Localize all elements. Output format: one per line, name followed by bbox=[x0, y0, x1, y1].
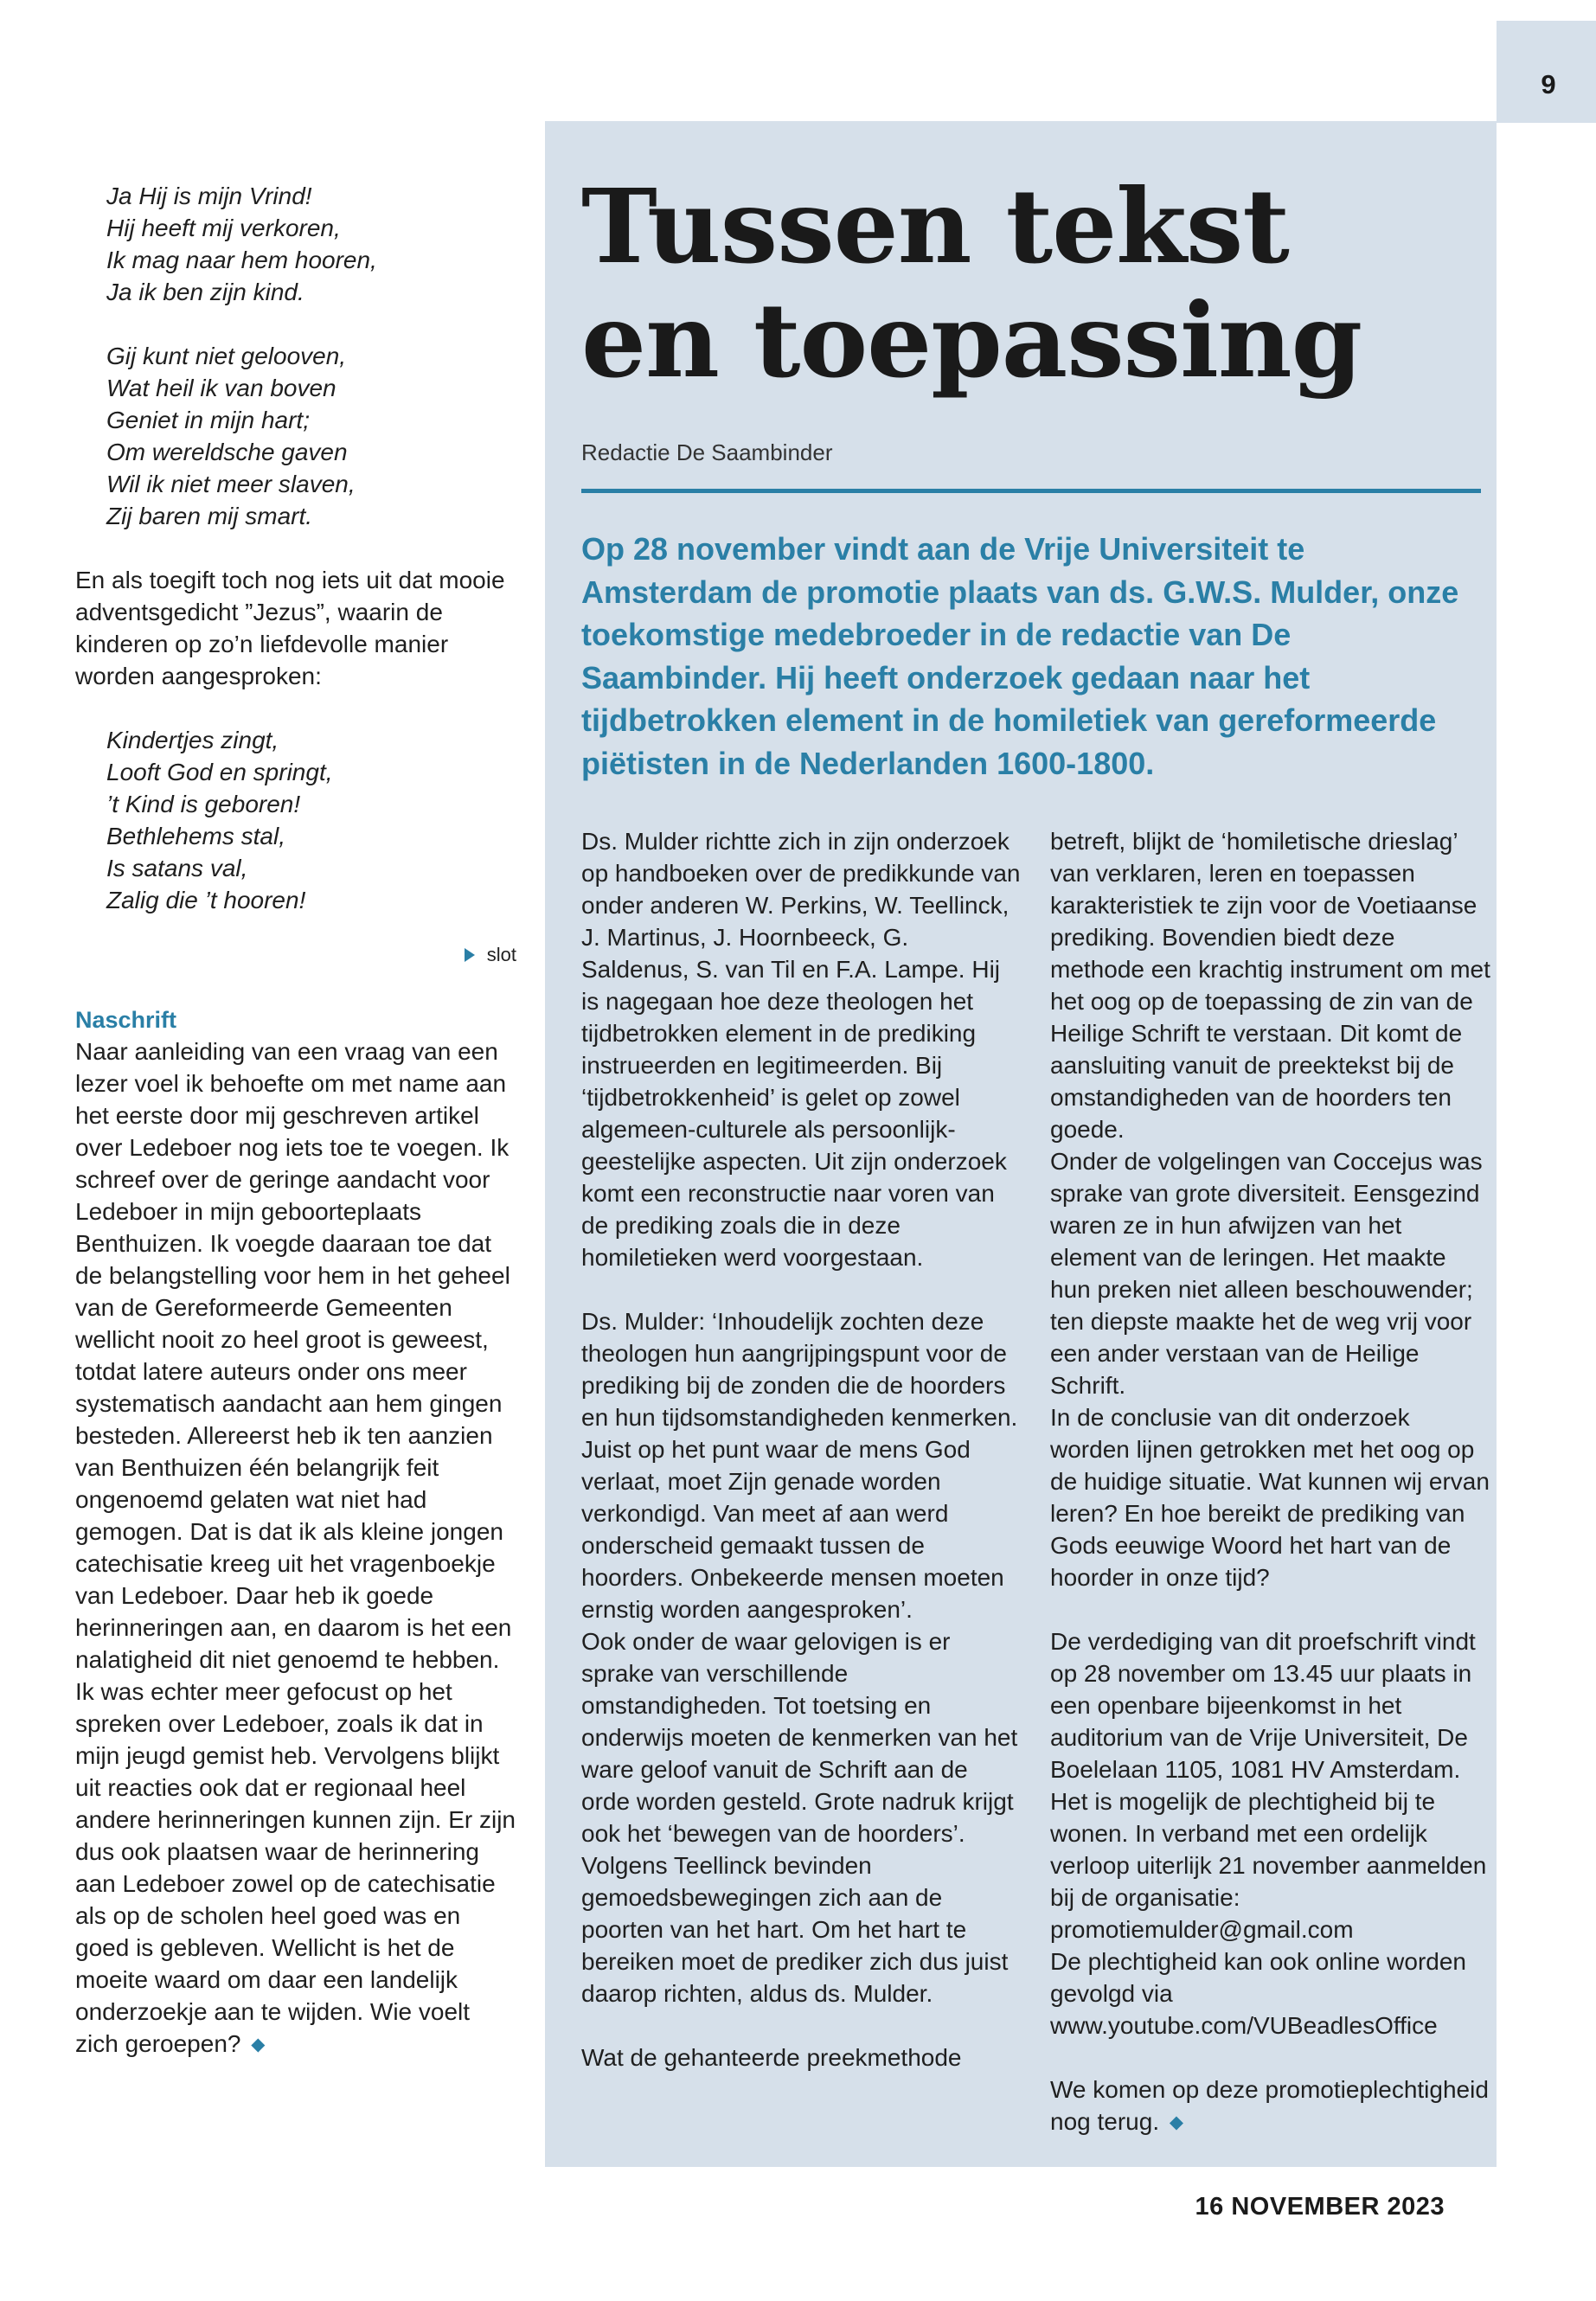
slot-label: slot bbox=[486, 944, 516, 965]
column-2-paragraph-1: betreft, blijkt de ‘homiletische drieslag’ van verklaren, leren en toepassen karakteristiek te zijn voor de Voetiaanse prediking. Bovendien biedt deze methode een krachtig instrument om met het oog op de toepassing de zin van de Heilige Schrift te verstaan. Dit komt de aansluiting vanuit de preektekst bij de omstandigheden van de hoorders ten goede. bbox=[1050, 828, 1490, 1143]
column-1-paragraph-4: Wat de gehanteerde preekmethode bbox=[581, 2044, 962, 2071]
end-diamond-icon: ◆ bbox=[1169, 2112, 1184, 2132]
column-1-paragraph-2: Ds. Mulder: ‘Inhoudelijk zochten deze theologen hun aangrijpingspunt voor de prediking bij de zonden die de hoorders en hun tijdsomstandigheden kenmerken. Juist op het punt waar de mens God verlaat, moet Zijn genade worden verkondigd. Van meet af aan werd onderscheid gemaakt tussen de hoorders. Onbekeerde mensen moeten ernstig worden aangesproken’. bbox=[581, 1308, 1018, 1623]
poem-stanza-2: Gij kunt niet gelooven, Wat heil ik van boven Geniet in mijn hart; Om wereldsche gaven Wil ik niet meer slaven, Zij baren mij smart. bbox=[106, 343, 356, 529]
column-1-paragraph-1: Ds. Mulder richtte zich in zijn onderzoek op handboeken over de predikkunde van onder anderen W. Perkins, W. Teellinck, J. Martinus, J. Hoornbeeck, G. Saldenus, S. van Til en F.A. Lampe. Hij is nagegaan hoe deze theologen het tijdbetrokken element in de prediking instrueerden en legitimeerden. Bij ‘tijdbetrokkenheid’ is gelet op zowel algemeen-culturele als persoonlijk-geestelijke aspecten. Uit zijn onderzoek komt een reconstructie naar voren van de prediking zoals die in deze homiletieken werd voorgestaan. bbox=[581, 828, 1021, 1271]
article-byline: Redactie De Saambinder bbox=[581, 439, 833, 465]
article-column-2 bbox=[1050, 825, 1491, 2138]
closing-text: We komen op deze promotieplechtigheid nog terug. bbox=[1050, 2076, 1489, 2135]
column-1-paragraph-3: Ook onder de waar gelovigen is er sprake van verschillende omstandigheden. Tot toetsing en onderwijs moeten de kenmerken van het ware geloof vanuit de Schrift aan de orde worden gesteld. Grote nadruk krijgt ook het ‘bewegen van de hoorders’. Volgens Teellinck bevinden gemoedsbewegingen zich aan de poorten van het hart. Om het hart te bereiken moet de prediker zich dus juist daarop richten, aldus ds. Mulder. bbox=[581, 1628, 1018, 2007]
naschrift-body bbox=[75, 1035, 516, 2061]
end-diamond-icon: ◆ bbox=[251, 2035, 266, 2054]
column-2-paragraph-4: De verdediging van dit proefschrift vindt op 28 november om 13.45 uur plaats in een openbare bijeenkomst in het auditorium van de Vrije Universiteit, De Boelelaan 1105, 1081 HV Amsterdam. Het is mogelijk de plechtigheid bij te wonen. In verband met een ordelijk verloop uiterlijk 21 november aanmelden bij de organisatie: promotiemulder@gmail.com bbox=[1050, 1628, 1487, 1943]
naschrift-heading: Naschrift bbox=[75, 1007, 177, 1033]
footer-date: 16 NOVEMBER 2023 bbox=[1195, 2193, 1445, 2221]
page-number: 9 bbox=[1541, 69, 1556, 99]
poem-stanza-3: Kindertjes zingt, Looft God en springt, ’t Kind is geboren! Bethlehems stal, Is satans val, Zalig die ’t hooren! bbox=[106, 727, 333, 913]
title-divider bbox=[581, 489, 1481, 493]
column-2-paragraph-3: In de conclusie van dit onderzoek worden lijnen getrokken met het oog op de huidige situatie. Wat kunnen wij ervan leren? En hoe bereikt de prediking van Gods eeuwige Woord het hart van de hoorder in onze tijd? bbox=[1050, 1404, 1490, 1591]
title-line-1: Tussen tekst bbox=[581, 166, 1289, 286]
naschrift-text: Naar aanleiding van een vraag van een lezer voel ik behoefte om met name aan het eerste door mij geschreven artikel over Ledeboer nog iets toe te voegen. Ik schreef over de geringe aandacht voor Ledeboer in mijn geboorteplaats Benthuizen. Ik voegde daaraan toe dat de belangstelling voor hem in het geheel van de Gereformeerde Gemeenten wellicht nooit zo heel groot is geweest, totdat latere auteurs onder ons meer systematisch aandacht aan hem gingen besteden. Allereerst heb ik ten aanzien van Benthuizen één belangrijk feit ongenoemd gelaten wat niet had gemogen. Dat is dat ik als kleine jongen catechisatie kreeg uit het vragenboekje van Ledeboer. Daar heb ik goede herinneringen aan, en daarom is het een nalatigheid dit niet genoemd te hebben. Ik was echter meer gefocust op het spreken over Ledeboer, zoals ik dat in mijn jeugd gemist heb. Vervolgens blijkt uit reacties ook dat er regionaal heel andere herinneringen kunnen zijn. Er zijn dus ook plaatsen waar de herinnering aan Ledeboer zowel op de catechisatie als op de scholen heel goed was en goed is gebleven. Wellicht is het de moeite waard om daar een landelijk onderzoekje aan te wijden. Wie voelt zich geroepen? bbox=[75, 1038, 516, 2057]
article-intro: Op 28 november vindt aan de Vrije Universiteit te Amsterdam de promotie plaats van ds. G.W.S. Mulder, onze toekomstige medebroeder in de redactie van De Saambinder. Hij heeft onderzoek gedaan naar het tijdbetrokken element in de homiletiek van gereformeerde piëtisten in de Nederlanden 1600-1800. bbox=[581, 531, 1459, 781]
bridge-paragraph: En als toegift toch nog iets uit dat mooie adventsgedicht ”Jezus”, waarin de kinderen op zo’n liefdevolle manier worden aangesproken: bbox=[75, 567, 505, 689]
triangle-right-icon bbox=[465, 948, 475, 962]
column-2-paragraph-2: Onder de volgelingen van Coccejus was sprake van grote diversiteit. Eensgezind waren ze in hun afwijzen van het element van de leringen. Het maakte hun preken niet alleen beschouwender; ten diepste maakte het de weg vrij voor een ander verstaan van de Heilige Schrift. bbox=[1050, 1148, 1483, 1399]
column-2-paragraph-6 bbox=[1050, 2073, 1491, 2138]
column-2-paragraph-5: De plechtigheid kan ook online worden gevolgd via www.youtube.com/VUBeadlesOffice bbox=[1050, 1948, 1466, 2039]
slot-marker bbox=[75, 942, 516, 968]
poem-stanza-1: Ja Hij is mijn Vrind! Hij heeft mij verkoren, Ik mag naar hem hooren, Ja ik ben zijn kind. bbox=[106, 183, 377, 305]
article-title bbox=[581, 166, 1481, 401]
article-column-1 bbox=[581, 825, 1022, 2073]
left-column bbox=[75, 180, 516, 2061]
title-line-2: en toepassing bbox=[581, 280, 1362, 401]
